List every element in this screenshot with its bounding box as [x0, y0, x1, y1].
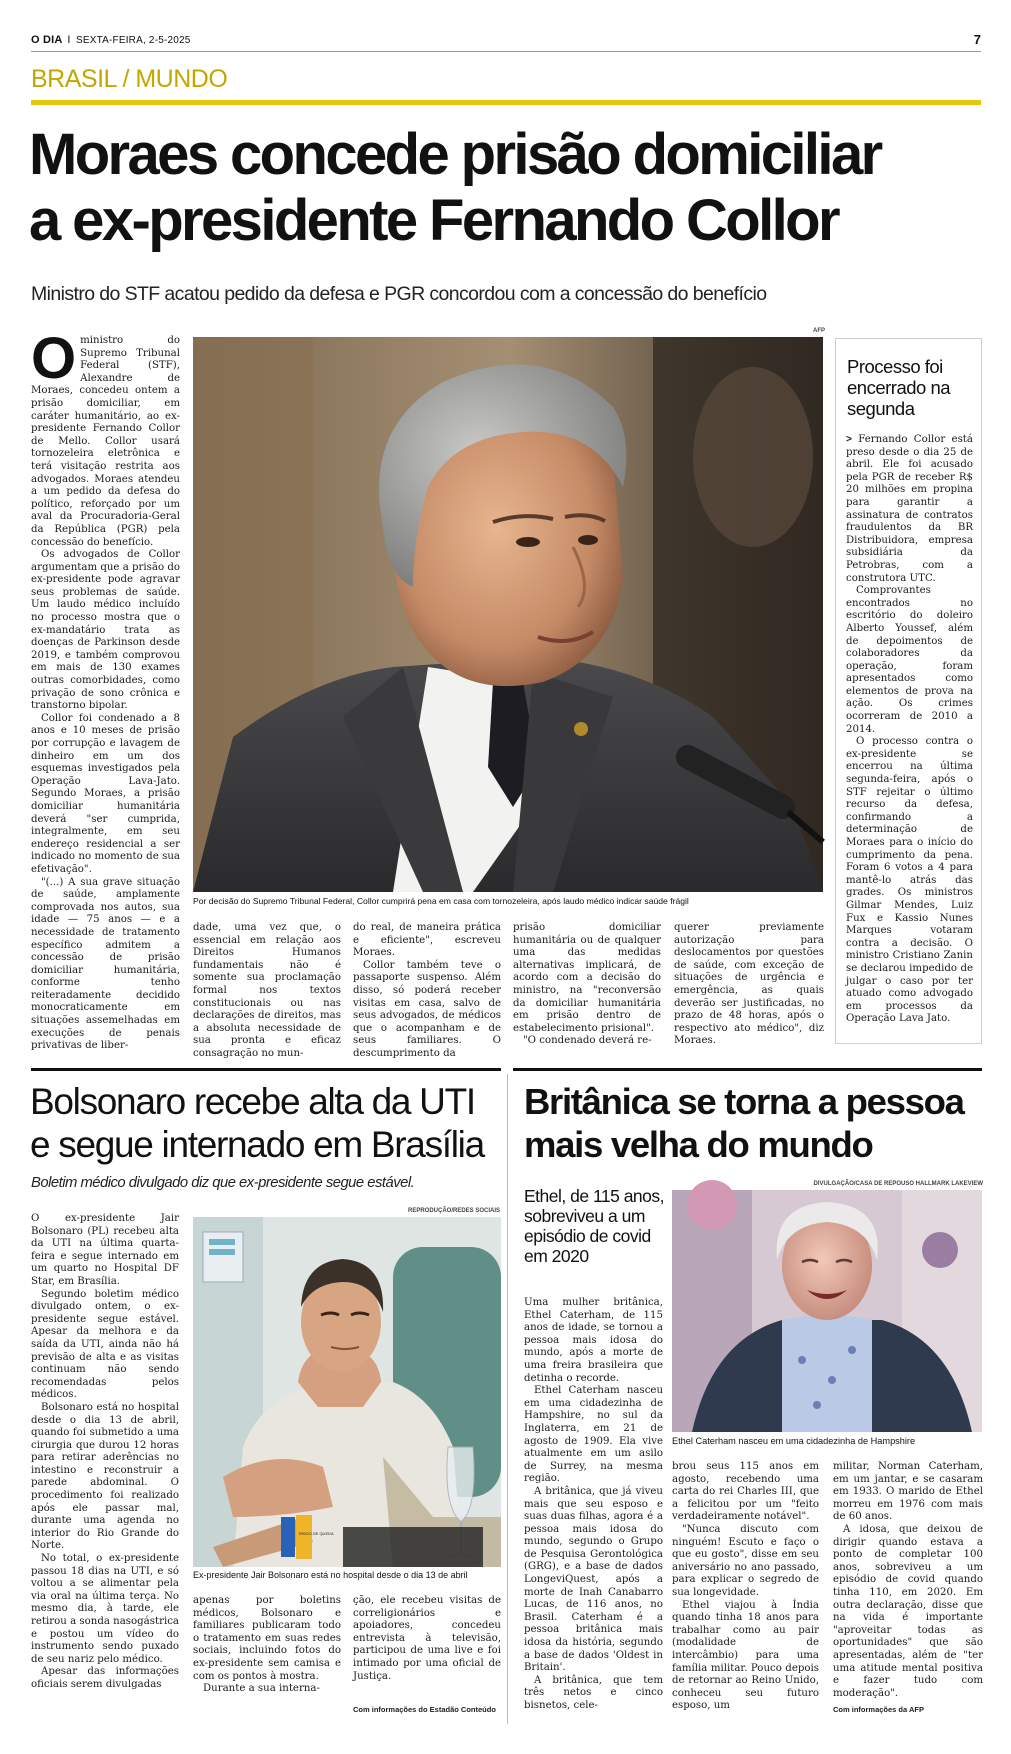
britanica-col1-p3: A britânica, que já viveu mais que seu esposo e suas duas filhas, agora é a pessoa mais idosa do mundo, segundo o Grupo de Pesquisa Gerontológica (GRG), e a base de dados LongeviQuest, após a morte de Inah Canabarro Lucas, de 116 anos, no Brasil. Caterham é a pessoa britânica mais idosa da história, segundo a base de dados 'Oldest in Britain'. — [524, 1485, 663, 1674]
bolsonaro-col2-p2: Durante a sua interna- — [203, 1683, 320, 1695]
drop-cap: O — [31, 326, 77, 391]
collor-photo-illustration — [193, 337, 823, 892]
britanica-headline-line2: mais velha do mundo — [524, 1124, 873, 1165]
lower-rule-left — [31, 1068, 501, 1071]
column-divider — [507, 1074, 508, 1724]
main-col-2 — [193, 922, 341, 1059]
britanica-col-3 — [833, 1461, 983, 1699]
main-col-3 — [353, 922, 501, 1059]
britanica-col2-p3: Ethel viajou à Índia quando tinha 18 anos para trabalhar como au pair (modalidade de intercâmbio) para uma família militar. Pouco depois de retornar ao Reino Unido, conheceu seu futuro esposo, um — [672, 1599, 819, 1712]
bolsonaro-col1-p2: Segundo boletim médico divulgado ontem, o ex-presidente segue estável. Apesar da melhora e da saída da UTI, ainda não há previsão de alta e as visitas continuam não sendo recomendadas pelos médicos. — [31, 1288, 179, 1401]
britanica-col1-p1: Uma mulher britânica, Ethel Caterham, de 115 anos de idade, se tornou a pessoa mais idosa do mundo, após a morte de uma freira brasileira que detinha o recorde. — [524, 1297, 663, 1384]
sidebar-p3: O processo contra o ex-presidente se encerrou na última segunda-feira, após o STF rejeitar o último recurso da defesa, confirmando a determinação de Moraes para o início do cumprimento da pena. Foram 6 votos a 4 para mantê-lo atrás das grades. Os ministros Gilmar Mendes, Luiz Fux e Kassio Nunes Marques votaram contra a decisão. O ministro Cristiano Zanin se declarou impedido de julgar o caso por ter atuado como advogado em processos da Operação Lava Jato. — [846, 736, 973, 1025]
page-number: 7 — [973, 32, 981, 47]
bolsonaro-subhead: Boletim médico divulgado diz que ex-presidente segue estável. — [31, 1175, 415, 1191]
britanica-col2-p2: "Nunca discuto com ninguém! Escuto e faço o que eu gosto", disse em seu aniversário no ano passado, para explicar o segredo de sua longevidade. — [672, 1523, 819, 1598]
main-subhead: Ministro do STF acatou pedido da defesa e PGR concordou com a concessão do benefício — [31, 283, 767, 305]
bolsonaro-photo-caption: Ex-presidente Jair Bolsonaro está no hospital desde o dia 13 de abril — [193, 1570, 468, 1580]
sidebar-marker: > — [846, 434, 852, 445]
main-col4-p1: prisão domiciliar humanitária ou de qualquer uma das medidas alternativas implicará, de acordo com a decisão do ministro, na "reconversão da domiciliar humanitária em prisão dentro de estabelecimento prisional". — [513, 922, 661, 1034]
main-col-1 — [31, 326, 180, 1052]
header-rule — [31, 51, 981, 52]
main-headline-line2: a ex-presidente Fernando Collor — [29, 188, 838, 253]
britanica-col1-p4: A britânica, que tem três netos e cinco bisnetos, cele- — [524, 1674, 663, 1711]
sidebar-title: Processo foi encerrado na segunda — [847, 356, 951, 419]
bolsonaro-headline-line2: e segue internado em Brasília — [30, 1124, 484, 1165]
bolsonaro-col1-p5: Apesar das informações oficiais serem divulgadas — [31, 1666, 179, 1690]
main-col2-p1: dade, uma vez que, o essencial em relação aos Direitos Humanos fundamentais não é somente sua proclamação formal nos textos constitucionais ou nas declarações de direitos, mas a absoluta necessidade de sua pronta e eficaz consagração no mun- — [193, 922, 341, 1059]
britanica-photo-credit: DIVULGAÇÃO/CASA DE REPOUSO HALLMARK LAKEVIEW — [813, 1181, 983, 1187]
britanica-headline — [524, 1080, 986, 1166]
britanica-headline-line1: Britânica se torna a pessoa — [524, 1081, 964, 1122]
brand-name: O DIA — [31, 34, 63, 46]
masthead — [31, 34, 191, 46]
main-col-4 — [513, 922, 661, 1047]
main-headline-line1: Moraes concede prisão domiciliar — [29, 122, 881, 187]
bolsonaro-photo-illustration — [193, 1217, 501, 1567]
sidebar-p2: Comprovantes encontrados no escritório do doleiro Alberto Youssef, além de depoimentos de colaboradores da operação, foram apresentados como elementos de prova na ação. Os crimes ocorreram de 2010 a 2014. — [846, 585, 973, 735]
collor-photo — [193, 337, 823, 892]
main-col1-p2: Os advogados de Collor argumentam que a prisão do ex-presidente pode agravar seus problemas de saúde. Um laudo médico incluído no processo mostra que o ex-mandatário trata as doenças de Parkinson desde 2019, e também comprovou em mais de 130 exames outras comorbidades, como privação de sono crônica e transtorno bipolar. — [31, 549, 180, 712]
main-col1-p3: Collor foi condenado a 8 anos e 10 meses de prisão por corrupção e lavagem de dinheiro em um dos esquemas investigados pela Operação Lava-Jato. Segundo Moraes, a prisão domiciliar humanitária deverá "ser cumprida, integralmente, em seu endereço residencial a ser indicado no momento de sua efetivação". — [31, 712, 180, 875]
bolsonaro-source: Com informações do Estadão Conteúdo — [353, 1705, 496, 1714]
bolsonaro-col1-p3: Bolsonaro está no hospital desde o dia 13 de abril, quando foi submetido a uma cirurgia que durou 12 horas para retirar aderências no intestino e reconstruir a parede abdominal. O procedimento foi realizado após ele passar mal, durante uma agenda no interior do Rio Grande do Norte. — [31, 1401, 179, 1552]
bolsonaro-headline-line1: Bolsonaro recebe alta da UTI — [30, 1081, 475, 1122]
ethel-photo-caption: Ethel Caterham nasceu em uma cidadezinha de Hampshire — [672, 1436, 916, 1446]
sidebar-body — [846, 434, 973, 1034]
wristband-label: RISCO DE QUEDA — [299, 1531, 334, 1536]
main-col3-p2: Collor também teve o passaporte suspenso. Além disso, só poderá receber visitas em casa, salvo de seus advogados, de médicos que o acompanham e de seus familiares. O descumprimento da — [353, 959, 501, 1059]
main-col4-p2: "O condenado deverá re- — [523, 1035, 652, 1047]
britanica-col-1 — [524, 1297, 663, 1719]
ethel-photo — [672, 1190, 982, 1432]
bolsonaro-photo — [193, 1217, 501, 1567]
main-col3-p1: do real, de maneira prática e eficiente", escreveu Moraes. — [353, 922, 501, 959]
bolsonaro-col-3 — [353, 1595, 501, 1700]
bolsonaro-col3-p1: ção, ele recebeu visitas de correligionários e apoiadores, concedeu entrevista à televisão, participou de uma live e foi intimado por uma oficial de Justiça. — [353, 1595, 501, 1682]
main-photo-caption: Por decisão do Supremo Tribunal Federal, Collor cumprirá pena em casa com tornozeleira, após laudo médico indicar saúde frágil — [193, 896, 689, 906]
britanica-col3-p1: militar, Norman Caterham, em um jantar, e se casaram em 1933. O marido de Ethel morreu em 1976 com mais de 60 anos. — [833, 1461, 983, 1523]
bolsonaro-col-2 — [193, 1595, 341, 1720]
bolsonaro-col1-p1: O ex-presidente Jair Bolsonaro (PL) recebeu alta da UTI na última quarta-feira e segue internado em um quarto no Hospital DF Star, em Brasília. — [31, 1213, 179, 1287]
lower-rule-right — [513, 1068, 982, 1071]
main-col1-p1: ministro do Supremo Tribunal Federal (STF), Alexandre de Moraes, concedeu ontem a prisão domiciliar, em caráter humanitário, ao ex-presidente Fernando Collor de Mello. Collor usará tornozeleira eletrônica e terá visitação restrita aos advogados. Moraes atendeu a um pedido da defesa do político, reforçado por um aval da Procuradoria-Geral da República (PGR) pela concessão do benefício. — [31, 335, 180, 548]
sidebar-p1: Fernando Collor está preso desde o dia 25 de abril. Ele foi acusado pela PGR de receber R$ 20 milhões em propina para garantir a assinatura de contratos fraudulentos da BR Distribuidora, empresa subsidiária da Petrobras, com a construtora UTC. — [846, 434, 973, 584]
bolsonaro-col2-p1: apenas por boletins médicos, Bolsonaro e familiares publicaram todo o tratamento em suas redes sociais, incluindo fotos do ex-presidente sem camisa e com os pontos à mostra. — [193, 1595, 341, 1682]
britanica-col2-p1: brou seus 115 anos em agosto, recebendo uma carta do rei Charles III, que a felicitou por um "feito verdadeiramente notável". — [672, 1461, 819, 1523]
main-photo-credit: AFP — [813, 328, 825, 334]
main-col-5 — [674, 922, 824, 1047]
bolsonaro-col-1 — [31, 1213, 179, 1718]
bolsonaro-photo-credit: REPRODUÇÃO/REDES SOCIAIS — [407, 1208, 500, 1214]
britanica-col1-p2: Ethel Caterham nasceu em uma cidadezinha de Hampshire, no sul da Inglaterra, em 21 de agosto de 1909. Ela vive atualmente em um asilo de Surrey, na mesma região. — [524, 1385, 663, 1485]
main-col1-p4: "(...) A sua grave situação de saúde, amplamente comprovada nos autos, sua idade — 75 anos — e a necessidade de tratamento específico admitem a concessão de prisão domiciliar humanitária, conforme tenho reiteradamente decidido monocraticamente em situações assemelhadas em execuções de penais privativas de liber- — [31, 876, 180, 1052]
britanica-col3-p2: A idosa, que deixou de dirigir quando estava a ponto de completar 100 anos, sobreviveu a um episódio de covid quando tinha 110, em 2020. Em outra declaração, disse que na vida é importante "aproveitar todas as oportunidades" que são apresentadas, além de "ter uma atitude mental positiva e fazer tudo com moderação". — [833, 1523, 983, 1699]
britanica-source: Com informações da AFP — [833, 1705, 924, 1714]
main-col5-p1: querer previamente autorização para deslocamentos por questões de saúde, com exceção de situações de urgência e emergência, as quais deverão ser justificadas, no prazo de 48 horas, após o respectivo ato médico", diz Moraes. — [674, 922, 824, 1047]
header-separator: I — [67, 34, 71, 46]
britanica-subhead: Ethel, de 115 anos, sobreviveu a um episódio de covid em 2020 — [524, 1186, 665, 1266]
section-label: BRASIL / MUNDO — [31, 65, 228, 93]
main-headline — [29, 122, 989, 254]
ethel-photo-illustration — [672, 1190, 982, 1432]
section-rule — [31, 100, 981, 105]
bolsonaro-col1-p4: No total, o ex-presidente passou 18 dias na UTI, e só voltou a se alimentar pela via oral na última terça. No mesmo dia, à tarde, ele retirou a sonda nasogástrica e postou um vídeo do instrumento sendo puxado de seu nariz pelo médico. — [31, 1553, 179, 1665]
edition-date: SEXTA-FEIRA, 2-5-2025 — [75, 35, 191, 46]
bolsonaro-headline — [30, 1080, 500, 1166]
britanica-col-2 — [672, 1461, 819, 1721]
